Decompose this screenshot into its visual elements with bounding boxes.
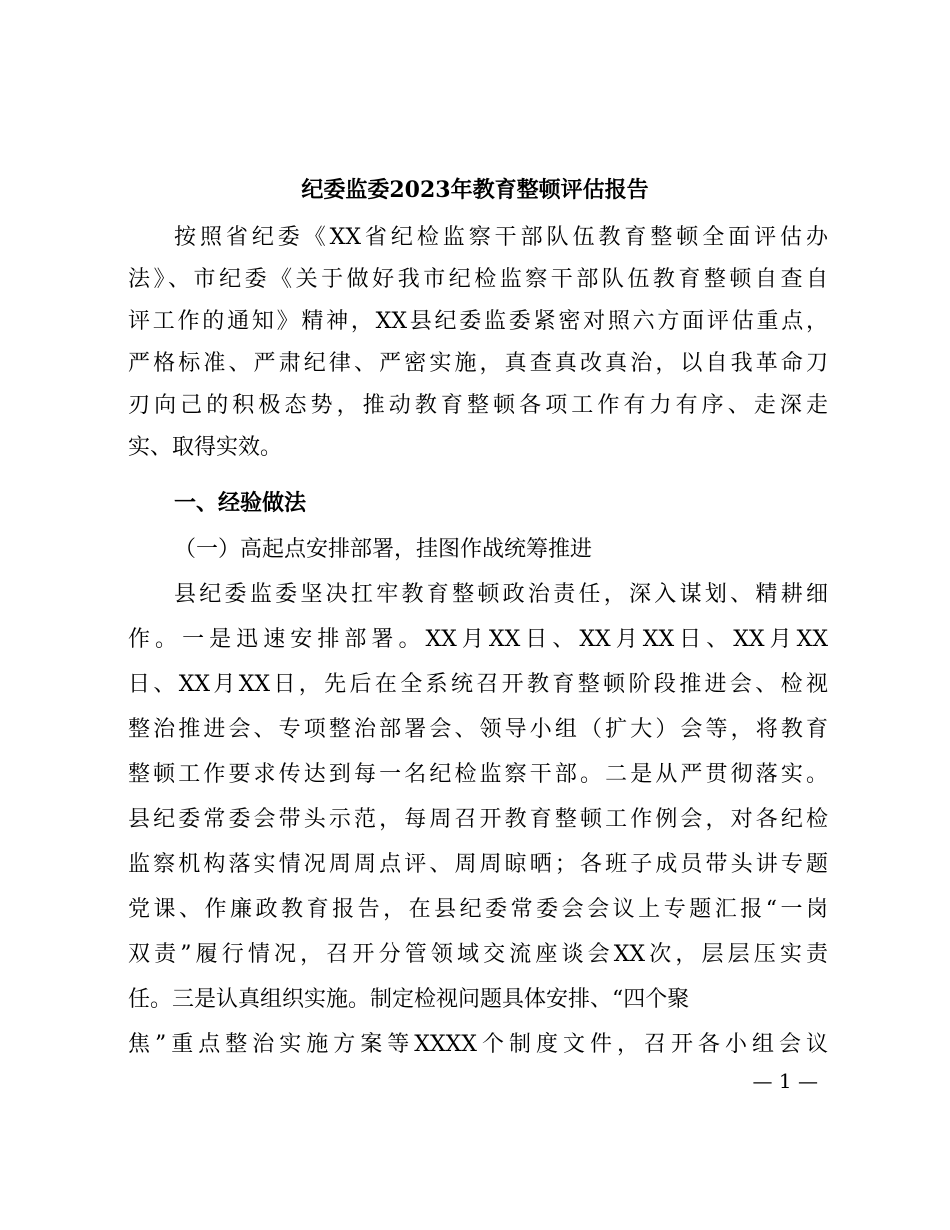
paragraph-line: 党课、作廉政教育报告，在县纪委常委会会议上专题汇报“一岗: [128, 897, 828, 922]
paragraph-line: 严格标准、严肃纪律、严密实施，真查真改真治，以自我革命刀: [128, 351, 828, 376]
paragraph-line: 评工作的通知》精神，XX县纪委监委紧密对照六方面评估重点，: [128, 309, 828, 334]
paragraph-line: 整顿工作要求传达到每一名纪检监察干部。二是从严贯彻落实。: [128, 762, 828, 787]
paragraph-line: 焦”重点整治实施方案等XXXX个制度文件，召开各小组会议: [128, 1032, 828, 1057]
subsection-heading: （一）高起点安排部署，挂图作战统筹推进: [174, 537, 593, 562]
paragraph-line: 双责”履行情况，召开分管领域交流座谈会XX次，层层压实责: [128, 942, 828, 967]
paragraph-line: 县纪委监委坚决扛牢教育整顿政治责任，深入谋划、精耕细: [174, 582, 828, 607]
paragraph-line: 法》、市纪委《关于做好我市纪检监察干部队伍教育整顿自查自: [128, 267, 828, 292]
paragraph-line: 任。三是认真组织实施。制定检视问题具体安排、“四个聚: [128, 987, 690, 1012]
paragraph-line: 实、取得实效。: [128, 435, 283, 460]
paragraph-line: 按照省纪委《XX省纪检监察干部队伍教育整顿全面评估办: [174, 225, 828, 250]
paragraph-line: 整治推进会、专项整治部署会、领导小组（扩大）会等，将教育: [128, 717, 828, 742]
section-heading: 一、经验做法: [174, 491, 307, 516]
document-title: 纪委监委2023年教育整顿评估报告: [301, 177, 649, 203]
paragraph-line: 刃向己的积极态势，推动教育整顿各项工作有力有序、走深走: [128, 393, 828, 418]
paragraph-line: 作。一是迅速安排部署。XX月XX日、XX月XX日、XX月XX: [128, 627, 828, 652]
page-number: — 1 —: [752, 1069, 818, 1093]
paragraph-line: 县纪委常委会带头示范，每周召开教育整顿工作例会，对各纪检: [128, 807, 828, 832]
paragraph-line: 日、XX月XX日，先后在全系统召开教育整顿阶段推进会、检视: [128, 672, 828, 697]
paragraph-line: 监察机构落实情况周周点评、周周晾晒；各班子成员带头讲专题: [128, 852, 828, 877]
